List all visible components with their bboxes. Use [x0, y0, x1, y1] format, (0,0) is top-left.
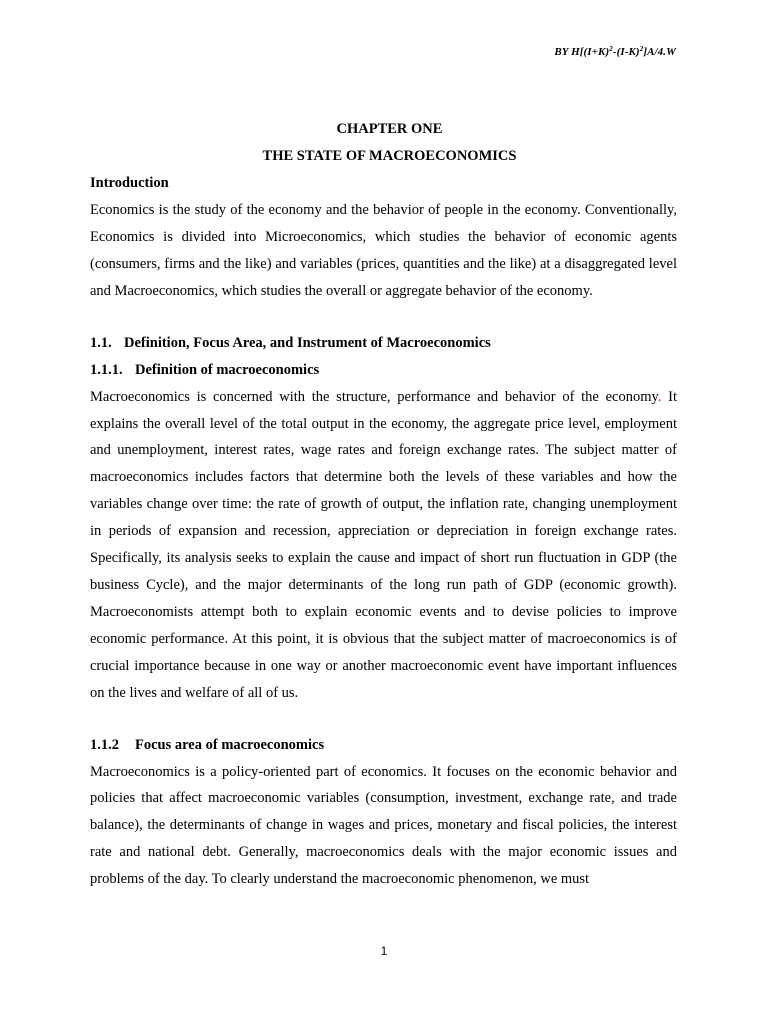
introduction-heading: Introduction: [90, 175, 169, 191]
spacer: [90, 707, 677, 732]
section-1-1-2-paragraph: Macroeconomics is a policy-oriented part of economics. It focuses on the economic behavior and policies that affect macroeconomic variables (consumption, investment, exchange rate, and trade balance), the determinants of change in wages and prices, monetary and fiscal policies, the interest rate and national debt. Generally, macroeconomics deals with the major economic issues and problems of the day. To clearly understand the macroeconomic phenomenon, we must: [90, 763, 677, 888]
section-1-1-2-number: 1.1.2: [90, 736, 119, 753]
definition-paragraph-rest: It explains the overall level of the total output in the economy, the aggregate price level, employment and unemployment, interest rates, wage rates and foreign exchange rates. The subject matter of macroeconomics includes factors that determine both the levels of these variables and how the variables change over time: the rate of growth of output, the inflation rate, changing unemployment in periods of expansion and recession, appreciation or depreciation in foreign exchange rates. Specifically, its analysis seeks to explain the cause and impact of short run fluctuation in GDP (the business Cycle), and the major determinants of the long run path of GDP (economic growth). Macroeconomists attempt both to explain economic events and to devise policies to improve economic performance. At this point, it is obvious that the subject matter of macroeconomics is of crucial importance because in one way or another macroeconomic event have important influences on the lives and welfare of all of us.: [90, 388, 677, 701]
chapter-title: THE STATE OF MACROECONOMICS: [262, 148, 517, 164]
section-1-1-number: 1.1.: [90, 334, 112, 351]
header-superscript-1: 2: [609, 45, 613, 53]
section-1-1-1-number: 1.1.1.: [90, 361, 123, 378]
running-header: [554, 45, 676, 58]
header-author-mid: -(I-K): [612, 46, 640, 58]
section-1-1-1-heading: [90, 357, 677, 384]
section-1-1-2-title: Focus area of macroeconomics: [135, 736, 325, 753]
definition-paragraph-start: Macroeconomics is concerned with the structure, performance and behavior of the economy: [90, 388, 658, 405]
section-1-1-1-paragraph: [90, 384, 677, 707]
chapter-label: CHAPTER ONE: [336, 121, 443, 137]
introduction-paragraph: Economics is the study of the economy and the behavior of people in the economy. Conventionally, Economics is divided into Microeconomics, which studies the behavior of economic agents (consumers, firms and the like) and variables (prices, quantities and the like) at a disaggregated level and Macroeconomics, which studies the overall or aggregate behavior of the economy.: [90, 202, 677, 299]
header-author-suffix: ]A/4.W: [643, 46, 676, 58]
section-1-1-title: Definition, Focus Area, and Instrument of Macroeconomics: [124, 334, 491, 351]
red-period-mark: .: [657, 388, 662, 405]
section-1-1-heading: [90, 330, 677, 357]
page-number: 1: [380, 944, 388, 958]
header-superscript-2: 2: [639, 45, 644, 53]
header-author-prefix: BY H[(I+K): [554, 46, 610, 58]
page-content: [90, 116, 677, 893]
spacer: [90, 305, 677, 330]
section-1-1-1-title: Definition of macroeconomics: [135, 361, 320, 378]
section-1-1-2-heading: [90, 732, 677, 759]
